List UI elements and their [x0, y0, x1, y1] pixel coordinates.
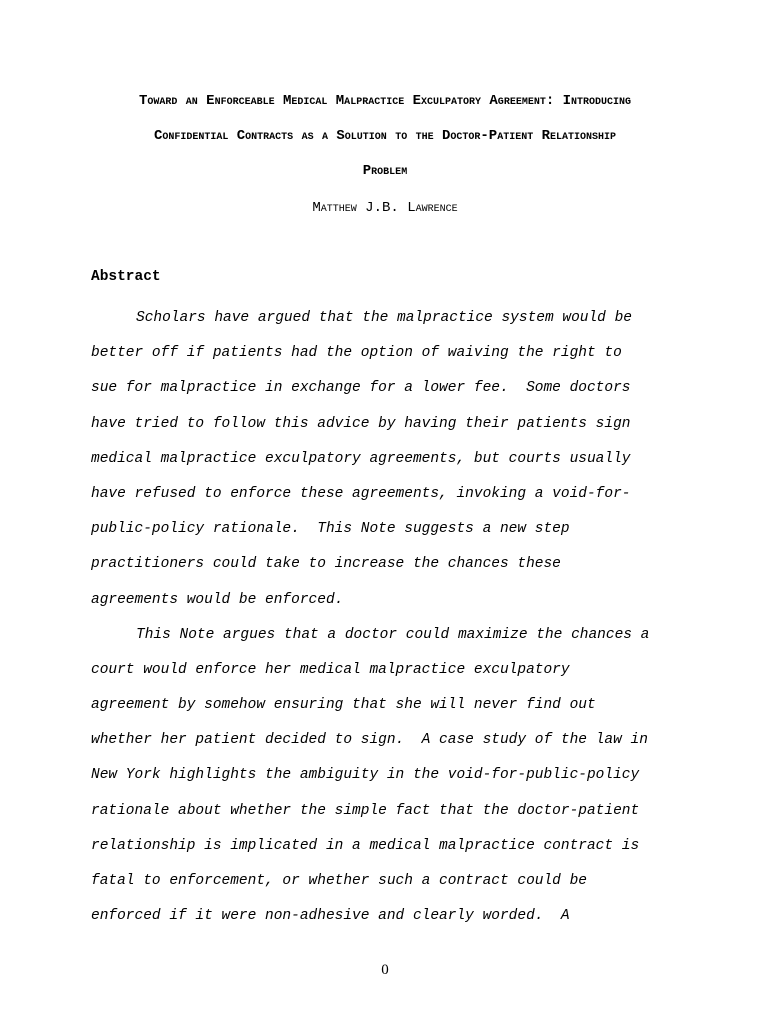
paragraph-1-line: Scholars have argued that the malpractice system would be [136, 310, 632, 326]
paragraph-2-line: relationship is implicated in a medical malpractice contract is [91, 837, 640, 854]
paragraph-1-line: medical malpractice exculpatory agreements, but courts usually [91, 450, 631, 467]
abstract-heading: Abstract [91, 269, 161, 285]
title-line-3: Problem [362, 163, 408, 179]
paragraph-2-line: enforced if it were non-adhesive and clearly worded. A [91, 908, 570, 925]
abstract-body [91, 301, 691, 934]
author-name: Matthew J.B. Lawrence [312, 200, 458, 216]
paragraph-2-line: rationale about whether the simple fact that the doctor-patient [91, 802, 640, 819]
paragraph-2-line: fatal to enforcement, or whether such a contract could be [91, 873, 587, 889]
page-number: 0 [381, 962, 389, 978]
paragraph-2-line: New York highlights the ambiguity in the void-for-public-policy [91, 767, 640, 784]
paragraph-2-line: whether her patient decided to sign. A case study of the law in [91, 732, 648, 749]
title-line-2: Confidential Contracts as a Solution to the Doctor-Patient Relationship [153, 128, 617, 144]
paragraph-1-line: agreements would be enforced. [91, 591, 344, 608]
paragraph-2-line: court would enforce her medical malpractice exculpatory [91, 661, 570, 678]
paragraph-1-line: practitioners could take to increase the chances these [91, 556, 561, 573]
paragraph-1-line: have refused to enforce these agreements, invoking a void-for- [91, 485, 631, 502]
title-line-1: Toward an Enforceable Medical Malpractice Exculpatory Agreement: Introducing [138, 93, 632, 109]
paragraph-2-line: agreement by somehow ensuring that she will never find out [91, 697, 596, 714]
document-title [60, 84, 710, 189]
paragraph-1-line: better off if patients had the option of waiving the right to [91, 345, 622, 362]
paragraph-1-line: sue for malpractice in exchange for a lower fee. Some doctors [91, 380, 631, 397]
paragraph-2-line: This Note argues that a doctor could maximize the chances a [136, 626, 650, 643]
paragraph-1-line: public-policy rationale. This Note suggests a new step [91, 521, 570, 538]
paragraph-1-line: have tried to follow this advice by having their patients sign [91, 415, 631, 432]
